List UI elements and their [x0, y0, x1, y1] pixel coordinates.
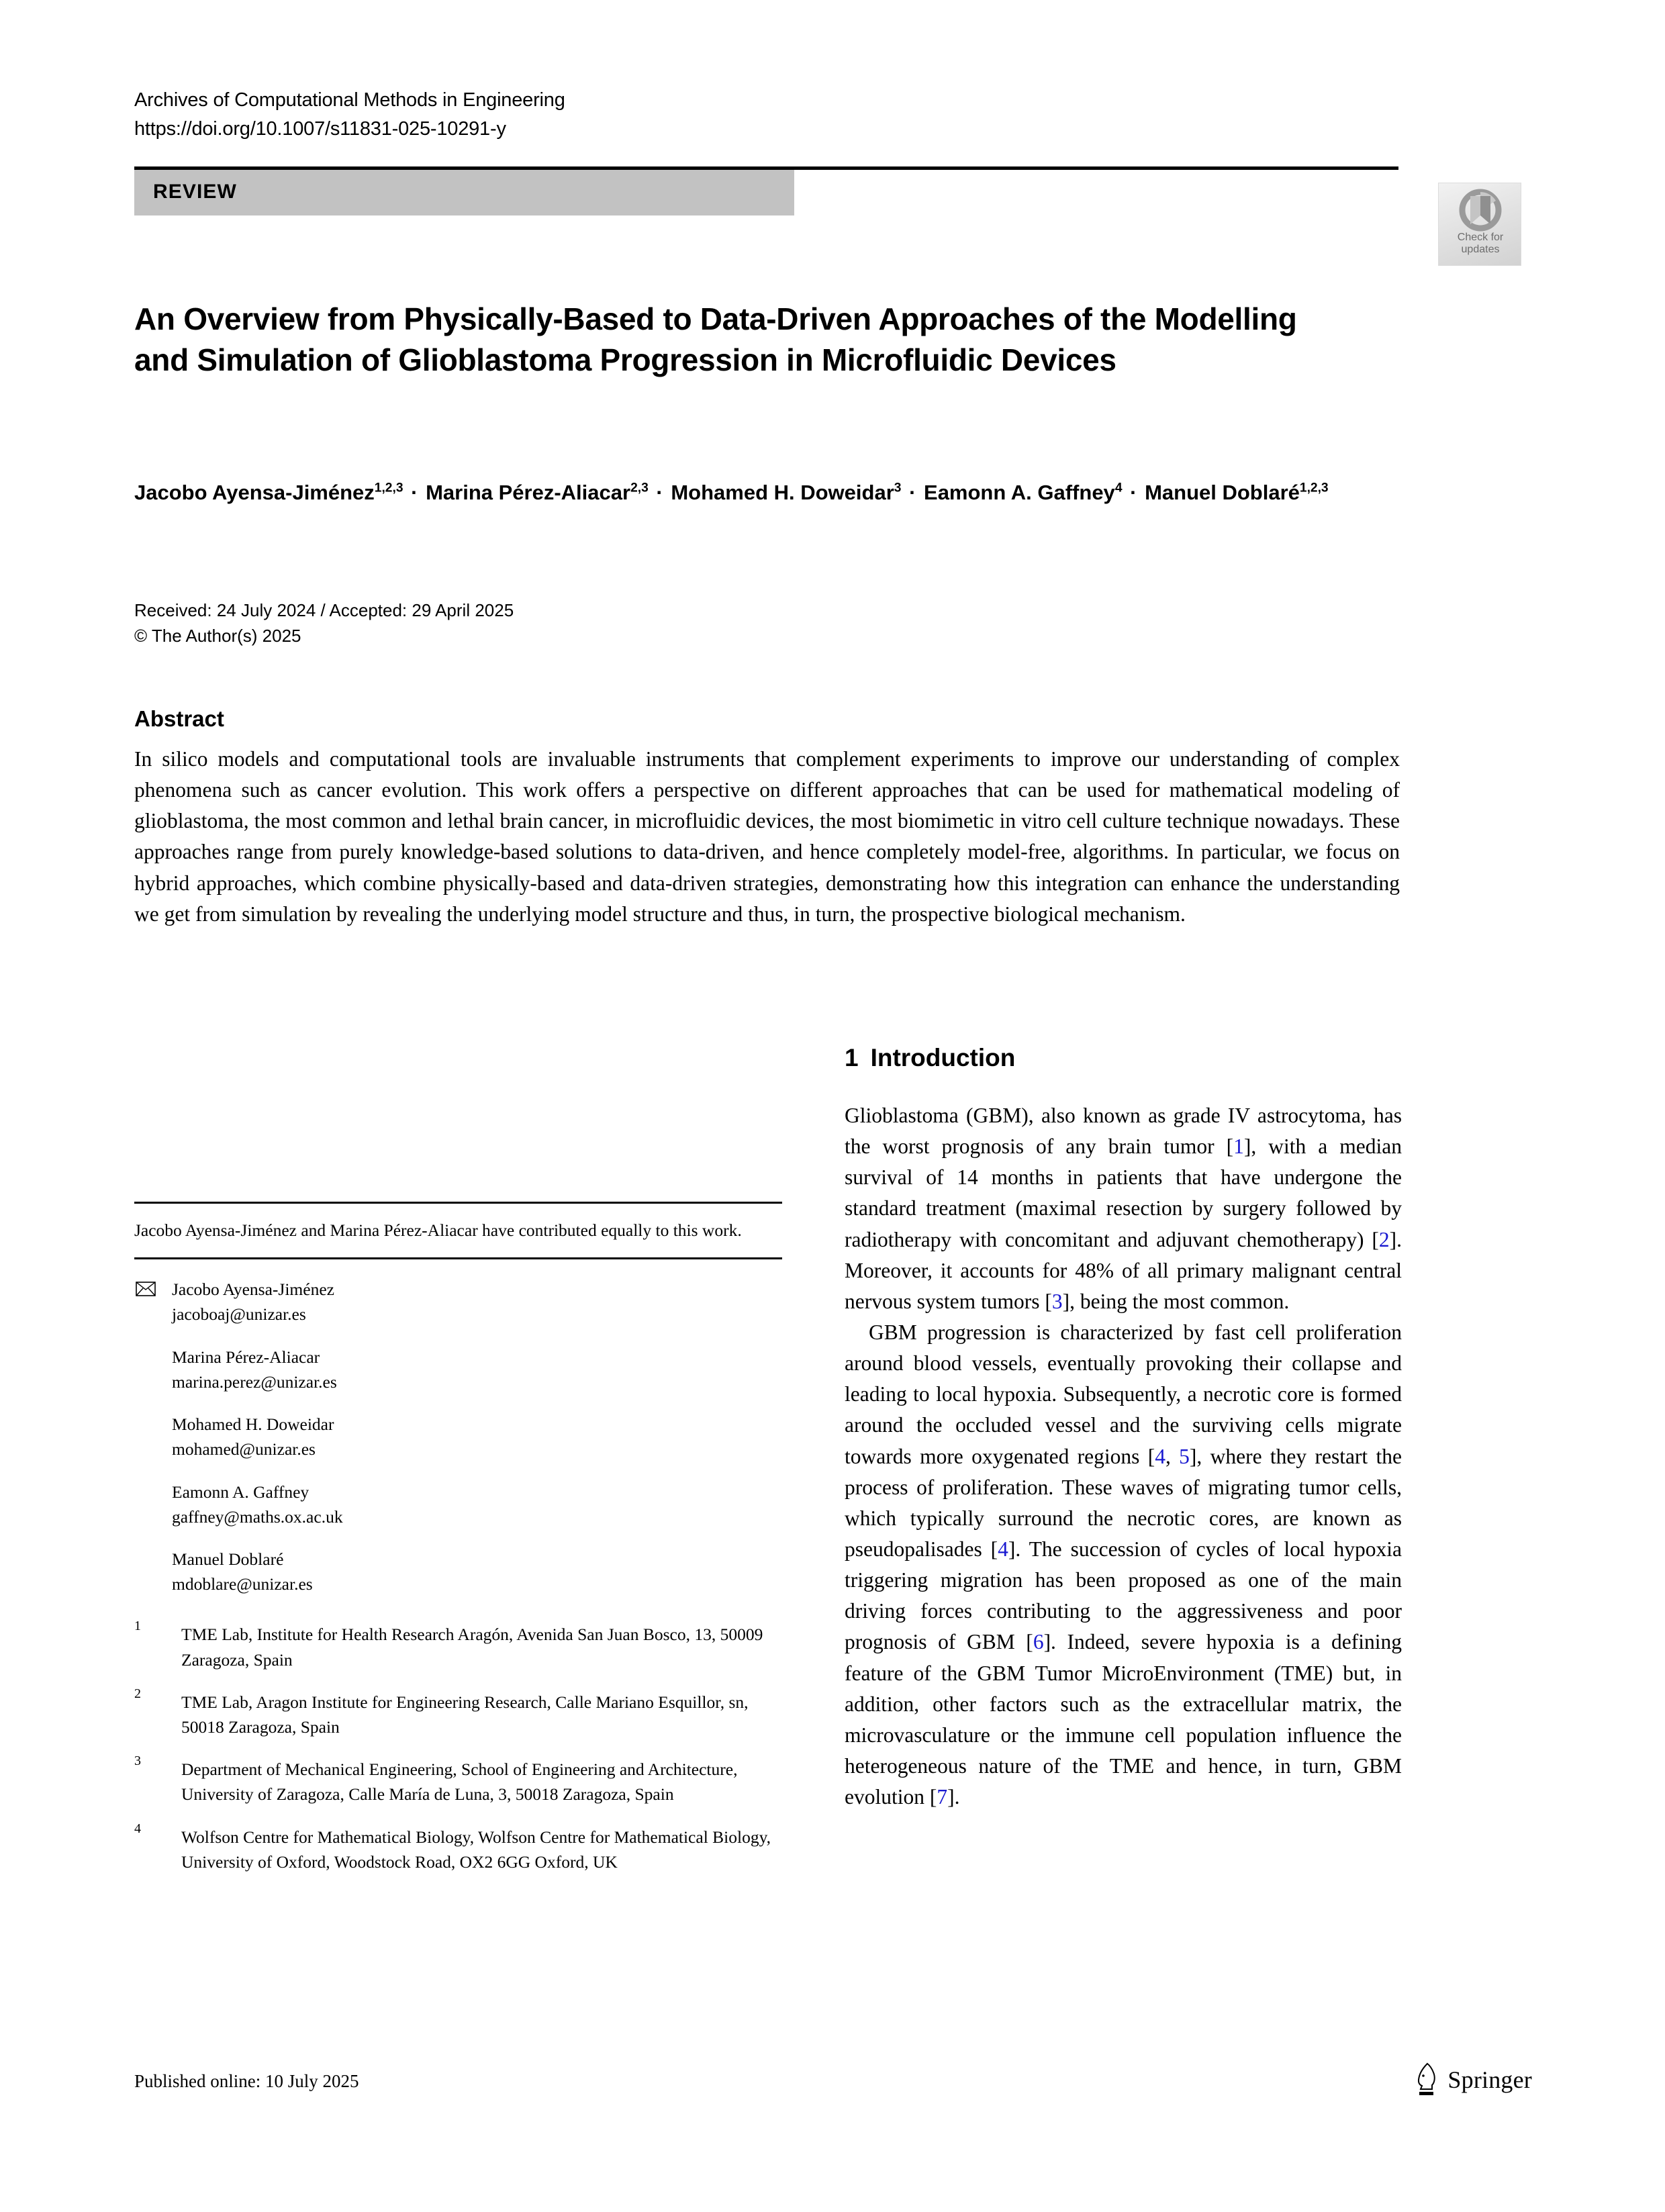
affiliation-number: 2 [134, 1686, 141, 1701]
section-title: Introduction [870, 1044, 1016, 1071]
correspondence-entry [134, 1412, 782, 1461]
affiliation-text: TME Lab, Institute for Health Research Aragón, Avenida San Juan Bosco, 13, 50009 Zaragoza, Spain [181, 1625, 763, 1670]
author-name: Eamonn A. Gaffney [924, 481, 1115, 504]
published-online: Published online: 10 July 2025 [134, 2071, 359, 2091]
affiliation-entry [134, 1686, 782, 1739]
received-accepted: Received: 24 July 2024 / Accepted: 29 April 2025 [134, 600, 514, 620]
paragraph-text: ], with a median survival of 14 months in patients that have undergone the standard treatment (maximal resection by surgery followed by radiotherapy with concomitant and adjuvant chemotherapy) [ [845, 1135, 1402, 1251]
affiliation-text: TME Lab, Aragon Institute for Engineering Research, Calle Mariano Esquillor, sn, 50018 Zaragoza, Spain [181, 1692, 749, 1737]
correspondence-name: Marina Pérez-Aliacar [172, 1347, 320, 1367]
affiliation-entry [134, 1753, 782, 1807]
journal-doi[interactable]: https://doi.org/10.1007/s11831-025-10291-y [134, 117, 506, 140]
section-number: 1 [845, 1044, 859, 1071]
paragraph [845, 1317, 1402, 1813]
citation-link[interactable]: 4 [1155, 1444, 1166, 1468]
author-separator: · [650, 481, 669, 504]
paragraph-text: , [1165, 1444, 1180, 1468]
envelope-icon [136, 1282, 156, 1296]
affiliation-entry [134, 1619, 782, 1672]
footnote-column [134, 1202, 782, 1892]
crossmark-label [1439, 232, 1522, 256]
affiliation-number: 4 [134, 1821, 141, 1836]
correspondence-name: Eamonn A. Gaffney [172, 1482, 310, 1502]
correspondence-email[interactable]: jacoboaj@unizar.es [172, 1304, 306, 1325]
author-separator: · [405, 481, 424, 504]
publication-dates [134, 597, 940, 649]
affiliation-number: 1 [134, 1619, 141, 1634]
citation-link[interactable]: 7 [937, 1785, 948, 1809]
equal-contribution-note: Jacobo Ayensa-Jiménez and Marina Pérez-Aliacar have contributed equally to this work. [134, 1220, 742, 1240]
page-title: An Overview from Physically-Based to Data-Driven Approaches of the Modelling and Simulation of Glioblastoma Progression in Microfluidic Devices [134, 301, 1297, 377]
affiliation-number: 3 [134, 1753, 141, 1769]
paragraph-text: ]. Indeed, severe hypoxia is a defining feature of the GBM Tumor MicroEnvironment (TME) but, in addition, other factors such as the extracellular matrix, the microvasculature or the immune cell population influence the heterogeneous nature of the TME and hence, in turn, GBM evolution [ [845, 1630, 1402, 1809]
springer-knight-icon [1414, 2062, 1439, 2097]
correspondence-name: Jacobo Ayensa-Jiménez [172, 1280, 334, 1300]
article-type-bar [134, 170, 794, 215]
citation-link[interactable]: 1 [1233, 1135, 1244, 1159]
journal-header [134, 86, 1410, 144]
correspondence-entry [134, 1547, 782, 1596]
paragraph-text: GBM progression is characterized by fast cell proliferation around blood vessels, eventually provoking their collapse and leading to local hypoxia. Subsequently, a necrotic core is formed around the occluded vessel and the surviving cells migrate towards more oxygenated regions [ [845, 1320, 1402, 1468]
abstract-text: In silico models and computational tools are invaluable instruments that complement experiments to improve our understanding of complex phenomena such as cancer evolution. This work offers a perspective on different approaches that can be used for mathematical modeling of glioblastoma, the most common and lethal brain cancer, in microfluidic devices, the most biomimetic in vitro cell culture technique nowadays. These approaches range from purely knowledge-based solutions to data-driven, and hence completely model-free, algorithms. In particular, we focus on hybrid approaches, which combine physically-based and data-driven strategies, demonstrating how this integration can enhance the understanding we get from simulation by revealing the underlying model structure and thus, in turn, the prospective biological mechanism. [134, 747, 1400, 926]
author-affiliation-marker: 2,3 [630, 481, 649, 495]
affiliation-text: Wolfson Centre for Mathematical Biology, Wolfson Centre for Mathematical Biology, University of Oxford, Woodstock Road, OX2 6GG Oxford, UK [181, 1827, 771, 1872]
affiliation-entry [134, 1821, 782, 1874]
correspondence-email[interactable]: mdoblare@unizar.es [172, 1574, 313, 1594]
correspondence-entry [134, 1480, 782, 1529]
introduction-column [845, 1044, 1402, 1813]
citation-link[interactable]: 2 [1378, 1227, 1390, 1251]
crossmark-line1: Check for [1457, 232, 1504, 243]
paragraph [845, 1100, 1402, 1317]
affiliation-text: Department of Mechanical Engineering, School of Engineering and Architecture, University of Zaragoza, Calle María de Luna, 3, 50018 Zaragoza, Spain [181, 1760, 738, 1805]
paragraph-text: ], being the most common. [1062, 1289, 1290, 1313]
publisher-logo [1414, 2062, 1532, 2097]
author-separator: · [1124, 481, 1143, 504]
author-list [134, 477, 1363, 508]
crossmark-badge[interactable] [1438, 183, 1521, 266]
correspondence-email[interactable]: mohamed@unizar.es [172, 1439, 316, 1459]
paragraph-text: Glioblastoma (GBM), also known as grade IV astrocytoma, has the worst prognosis of any brain tumor [ [845, 1104, 1402, 1159]
correspondence-email[interactable]: gaffney@maths.ox.ac.uk [172, 1506, 343, 1527]
citation-link[interactable]: 6 [1033, 1630, 1044, 1654]
paragraph-text: ], where they restart the process of proliferation. These waves of migrating tumor cells, which typically surround the necrotic cores, are known as pseudopalisades [ [845, 1444, 1402, 1561]
correspondence-name: Manuel Doblaré [172, 1549, 284, 1569]
journal-name: Archives of Computational Methods in Engineering [134, 89, 565, 111]
section-heading [845, 1044, 1402, 1072]
citation-link[interactable]: 4 [998, 1537, 1008, 1561]
springer-wordmark: Springer [1447, 2066, 1532, 2093]
correspondence-list [134, 1277, 782, 1596]
paragraph-text: ]. The succession of cycles of local hypoxia triggering migration has been proposed as one of the main driving forces contributing to the aggressiveness and poor prognosis of GBM [ [845, 1537, 1402, 1654]
author-affiliation-marker: 1,2,3 [1299, 481, 1329, 495]
author-affiliation-marker: 1,2,3 [374, 481, 403, 495]
article-type-label: REVIEW [153, 181, 237, 203]
introduction-body [845, 1100, 1402, 1813]
author-affiliation-marker: 3 [894, 481, 902, 495]
abstract-heading: Abstract [134, 706, 224, 731]
affiliation-list [134, 1619, 782, 1874]
citation-link[interactable]: 3 [1051, 1289, 1063, 1313]
copyright-line: © The Author(s) 2025 [134, 626, 301, 646]
footnote-divider-top [134, 1202, 782, 1204]
author-name: Marina Pérez-Aliacar [426, 481, 631, 504]
author-name: Manuel Doblaré [1145, 481, 1300, 504]
citation-link[interactable]: 5 [1179, 1444, 1190, 1468]
correspondence-entry [134, 1277, 782, 1327]
correspondence-entry [134, 1345, 782, 1394]
author-name: Mohamed H. Doweidar [671, 481, 894, 504]
author-separator: · [903, 481, 922, 504]
paragraph-text: ]. [947, 1785, 960, 1809]
author-name: Jacobo Ayensa-Jiménez [134, 481, 375, 504]
crossmark-line2: updates [1461, 244, 1500, 256]
author-affiliation-marker: 4 [1114, 481, 1123, 495]
footnote-divider-mid [134, 1257, 782, 1259]
paragraph-text: ]. Moreover, it accounts for 48% of all primary malignant central nervous system tumors [ [845, 1227, 1402, 1313]
correspondence-name: Mohamed H. Doweidar [172, 1414, 334, 1435]
correspondence-email[interactable]: marina.perez@unizar.es [172, 1372, 337, 1392]
crossmark-icon [1439, 183, 1522, 236]
